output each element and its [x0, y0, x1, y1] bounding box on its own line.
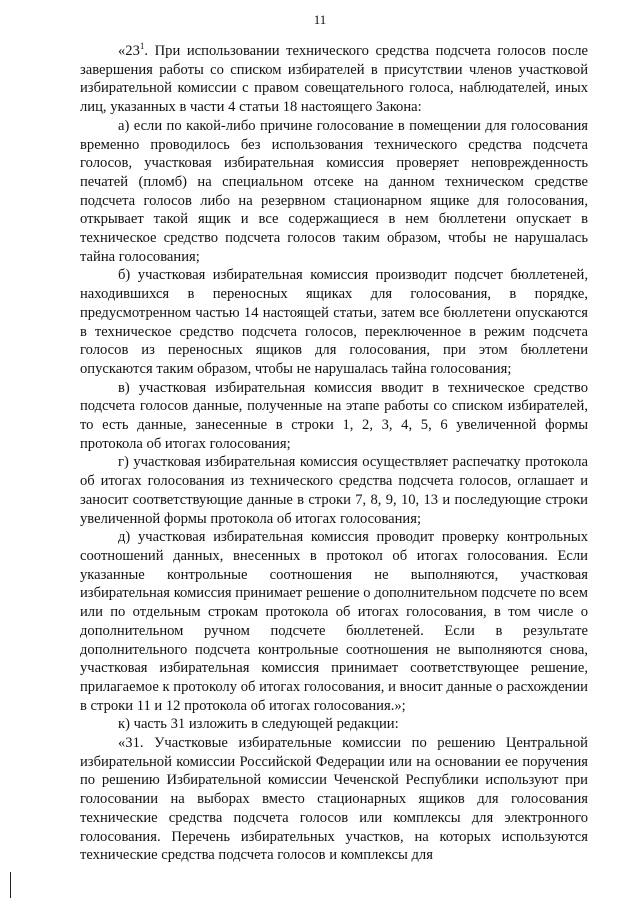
paragraph-23-1 [80, 42, 588, 117]
paragraph-item-k: к) часть 31 изложить в следующей редакции: [118, 716, 399, 733]
paragraph-item-v: в) участковая избирательная комиссия вводит в техническое средство подсчета голосов данные, полученные на этапе работы со списком избирателей, то есть данные, занесенные в строки 1, 2, 3, 4, 5, 6 увеличенной формы протокола об итогах голосования; [80, 379, 588, 452]
paragraph-item-b: б) участковая избирательная комиссия производит подсчет бюллетеней, находившихся в переносных ящиках для голосования, в порядке, предусмотренном частью 14 настоящей статьи, затем все бюллетени опускаются в техническое средство подсчета голосов, переключенное в режим подсчета голосов из переносных ящиков для голосования, при этом бюллетени опускаются таким образом, чтобы не нарушалась тайна голосования; [80, 267, 588, 377]
paragraph-item-g: г) участковая избирательная комиссия осуществляет распечатку протокола об итогах голосования из технического средства подсчета голосов, оглашает и заносит соответствующие данные в строки 7, 8, 9, 10, 13 и последующие строки увеличенной формы протокола об итогах голосования; [80, 454, 588, 527]
margin-line [10, 872, 11, 898]
document-body [80, 42, 588, 865]
paragraph-part-31: «31. Участковые избирательные комиссии по решению Центральной избирательной комиссии Российской Федерации или на основании ее поручения по решению Избирательной комиссии Чеченской Республики используют при голосовании на выборах вместо стационарных ящиков для голосования технические средства подсчета голосов или комплексы для электронного голосования. Перечень избирательных участков, на которых используются технические средства подсчета голосов и комплексы для [80, 735, 588, 864]
page-number: 11 [313, 12, 327, 27]
paragraph-item-d: д) участковая избирательная комиссия проводит проверку контрольных соотношений данных, внесенных в протокол об итогах голосования. Если указанные контрольные соотношения не выполняются, участковая избирательная комиссия принимает решение о дополнительном подсчете по всем или по отдельным строкам протокола об итогах голосования, в том числе о дополнительном ручном подсчете бюллетеней. Если в результате дополнительного подсчета контрольные соотношения не выполняются снова, участковая избирательная комиссия принимает соответствующее решение, прилагаемое к протоколу об итогах голосования, и вносит данные о расхождении в строки 11 и 12 протокола об итогах голосования.»; [80, 529, 588, 714]
paragraph-superscript: 1 [139, 41, 145, 51]
paragraph-number: «23 [118, 43, 140, 59]
paragraph-text: . При использовании технического средства подсчета голосов после завершения работы со списком избирателей в присутствии членов участковой избирательной комиссии с правом совещательного голоса, наблюдателей, иных лиц, указанных в части 4 статьи 18 настоящего Закона: [80, 43, 588, 116]
paragraph-item-a: а) если по какой-либо причине голосование в помещении для голосования временно проводилось без использования технического средства подсчета голосов, участковая избирательная комиссия проверяет неповрежденность печатей (пломб) на специальном отсеке на данном техническом средстве подсчета голосов либо на резервном стационарном ящике для голосования, открывает такой ящик и все содержащиеся в нем бюллетени опускает в техническое средство подсчета голосов таким образом, чтобы не нарушалась тайна голосования; [80, 117, 588, 265]
